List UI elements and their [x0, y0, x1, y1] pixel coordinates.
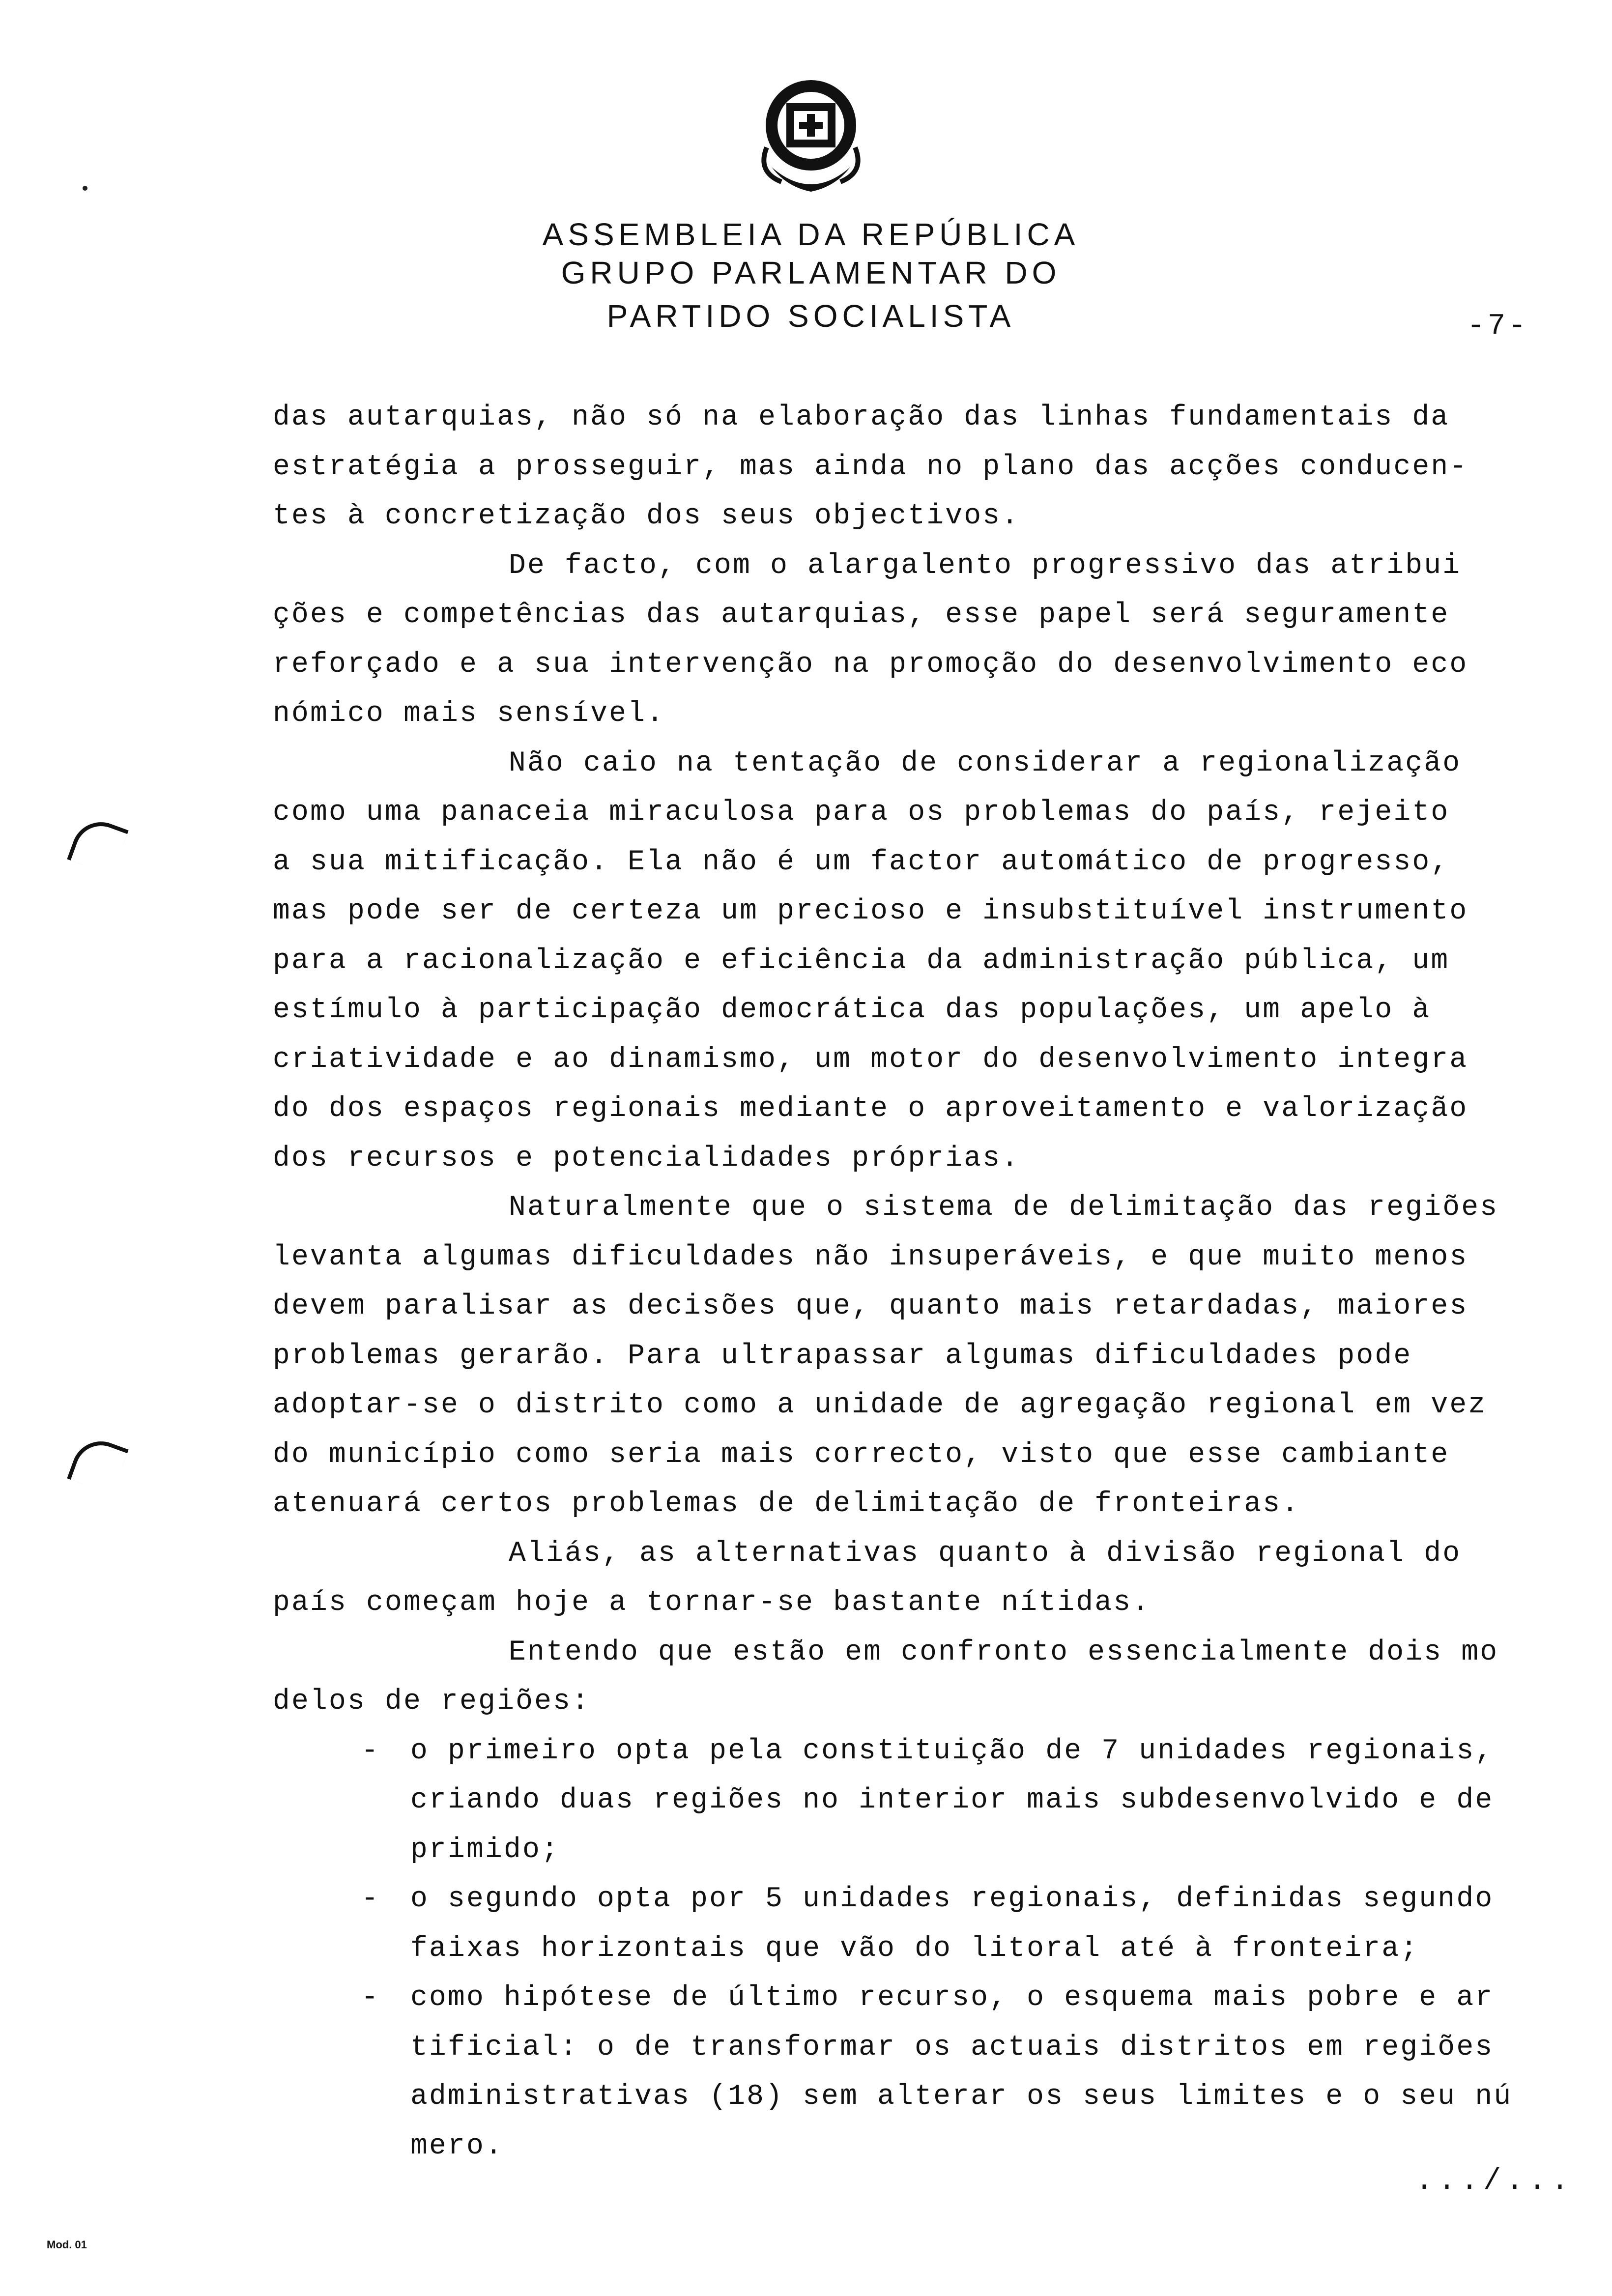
text-line: mas pode ser de certeza um precioso e insubstituível instrumento: [273, 895, 1468, 927]
text-line: estratégia a prosseguir, mas ainda no plano das acções conducen-: [273, 451, 1468, 483]
paragraph-first-line: Naturalmente que o sistema de delimitação das regiões: [509, 1192, 1499, 1224]
letterhead-line-3: PARTIDO SOCIALISTA: [606, 298, 1015, 334]
list-item-line: como hipótese de último recurso, o esquema mais pobre e ar: [410, 1982, 1494, 2014]
text-line: reforçado e a sua intervenção na promoção do desenvolvimento eco: [273, 648, 1468, 681]
continuation-marker: .../...: [1415, 2165, 1574, 2198]
list-item-line: faixas horizontais que vão do litoral até à fronteira;: [410, 1932, 1419, 1965]
letterhead-line-2: GRUPO PARLAMENTAR DO: [561, 255, 1061, 290]
text-line: problemas gerarão. Para ultrapassar algumas dificuldades pode: [273, 1340, 1412, 1372]
list-dash: -: [361, 1982, 380, 2014]
text-line: levanta algumas dificuldades não insuperáveis, e que muito menos: [273, 1241, 1468, 1273]
form-code: Mod. 01: [47, 2239, 87, 2251]
punch-hole-mark: [67, 1433, 129, 1495]
text-line: dos recursos e potencialidades próprias.: [273, 1142, 1020, 1175]
scan-speck: [83, 186, 87, 191]
punch-hole-mark: [67, 814, 129, 876]
text-line: ções e competências das autarquias, esse papel será seguramente: [273, 599, 1450, 631]
list-item: [273, 1974, 1536, 2023]
paragraph-first-line: Não caio na tentação de considerar a regionalização: [509, 747, 1462, 779]
coat-of-arms-emblem: [752, 74, 870, 201]
text-line: tes à concretização dos seus objectivos.: [273, 500, 1020, 532]
list-item-line: mero.: [410, 2130, 504, 2162]
page-number: -7-: [1467, 310, 1529, 343]
text-line: país começam hoje a tornar-se bastante nítidas.: [273, 1587, 1151, 1619]
text-line: delos de regiões:: [273, 1686, 591, 1718]
text-line: do dos espaços regionais mediante o aproveitamento e valorização: [273, 1093, 1468, 1125]
list-item-line: tificial: o de transformar os actuais distritos em regiões: [410, 2031, 1494, 2064]
text-line: atenuará certos problemas de delimitação de fronteiras.: [273, 1488, 1300, 1520]
text-line: para a racionalização e eficiência da administração pública, um: [273, 945, 1450, 977]
paragraph-first-line: Aliás, as alternativas quanto à divisão regional do: [509, 1537, 1462, 1570]
list-item-line: o primeiro opta pela constituição de 7 unidades regionais,: [410, 1735, 1494, 1767]
text-line: estímulo à participação democrática das populações, um apelo à: [273, 994, 1431, 1026]
paragraph-first-line: De facto, com o alargalento progressivo das atribui: [509, 549, 1462, 582]
text-line: nómico mais sensível.: [273, 698, 665, 730]
text-line: criatividade e ao dinamismo, um motor do desenvolvimento integra: [273, 1043, 1468, 1076]
list-dash: -: [361, 1883, 380, 1915]
letterhead-line-1: ASSEMBLEIA DA REPÚBLICA: [542, 217, 1080, 252]
text-line: devem paralisar as decisões que, quanto mais retardadas, maiores: [273, 1291, 1468, 1322]
text-line: a sua mitificação. Ela não é um factor automático de progresso,: [273, 846, 1450, 878]
text-line: adoptar-se o distrito como a unidade de agregação regional em vez: [273, 1389, 1487, 1421]
list-item: [273, 1727, 1536, 1777]
text-line: como uma panaceia miraculosa para os problemas do país, rejeito: [273, 797, 1450, 829]
list-item-line: administrativas (18) sem alterar os seus limites e o seu nú: [410, 2081, 1513, 2113]
list-item-line: primido;: [410, 1834, 560, 1866]
list-item: [273, 1875, 1536, 1924]
text-line: das autarquias, não só na elaboração das linhas fundamentais da: [273, 402, 1450, 433]
list-dash: -: [361, 1735, 380, 1767]
list-item-line: o segundo opta por 5 unidades regionais, definidas segundo: [410, 1883, 1494, 1915]
text-line: do município como seria mais correcto, visto que esse cambiante: [273, 1438, 1450, 1471]
paragraph-first-line: Entendo que estão em confronto essencialmente dois mo: [509, 1636, 1499, 1668]
list-item-line: criando duas regiões no interior mais subdesenvolvido e de: [410, 1784, 1494, 1816]
body-text: [273, 393, 1536, 2171]
